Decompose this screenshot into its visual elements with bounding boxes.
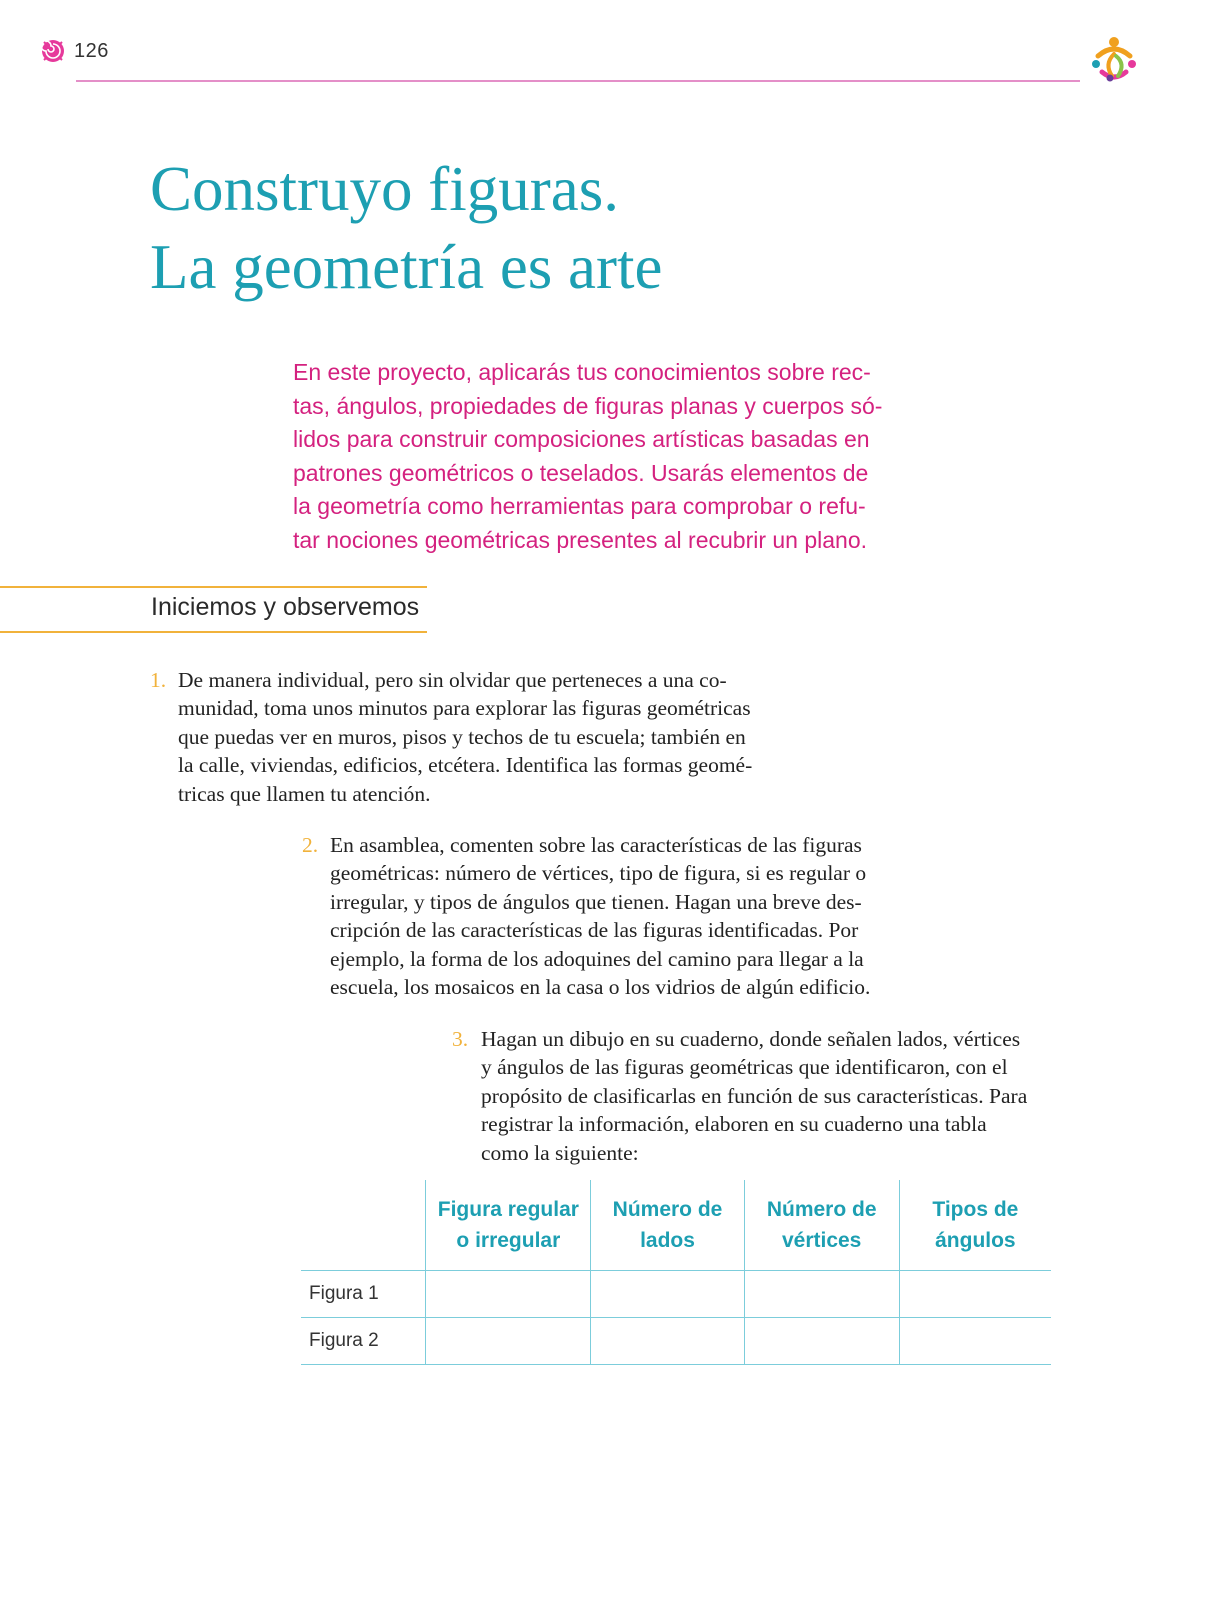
item-line: irregular, y tipos de ángulos que tienen. Hagan una breve des- [330, 889, 862, 914]
intro-paragraph [293, 356, 920, 557]
column-header-angles [899, 1180, 1051, 1271]
table-cell [426, 1271, 591, 1318]
table-cell [426, 1318, 591, 1365]
intro-line: En este proyecto, aplicarás tus conocimientos sobre rec- [293, 359, 871, 385]
item-number: 1. [150, 668, 167, 692]
table-cell [744, 1271, 899, 1318]
item-line: propósito de clasificarlas en función de sus características. Para [481, 1083, 1028, 1108]
intro-line: patrones geométricos o teselados. Usarás elementos de [293, 459, 869, 486]
item-line: la calle, viviendas, edificios, etcétera. Identifica las formas geomé- [178, 753, 753, 778]
item-line: cripción de las características de las figuras identificadas. Por [330, 918, 859, 943]
table-row [301, 1271, 1051, 1318]
colorful-figures-logo [1088, 34, 1140, 84]
page-number: 126 [74, 39, 109, 62]
header-line: vértices [781, 1229, 862, 1252]
item-line: escuela, los mosaicos en la casa o los vidrios de algún edificio. [330, 975, 871, 1000]
item-text [178, 666, 752, 808]
header-rule [76, 80, 1080, 82]
header-line: lados [640, 1229, 695, 1252]
row-label: Figura 1 [301, 1271, 426, 1318]
page-title [150, 150, 662, 306]
title-line: La geometría es arte [150, 232, 663, 302]
title-line: Construyo figuras. [150, 154, 619, 224]
item-line: ejemplo, la forma de los adoquines del camino para llegar a la [330, 946, 864, 971]
header-line: Figura regular [437, 1198, 579, 1221]
item-line: Hagan un dibujo en su cuaderno, donde señalen lados, vértices [481, 1027, 1021, 1051]
table-cell [899, 1271, 1051, 1318]
section-rule-top [0, 586, 427, 588]
item-line: y ángulos de las figuras geométricas que identificaron, con el [481, 1055, 1008, 1080]
table-cell [591, 1271, 744, 1318]
table-cell [591, 1318, 744, 1365]
row-label: Figura 2 [301, 1318, 426, 1365]
item-line: En asamblea, comenten sobre las características de las figuras [330, 833, 862, 857]
item-line: registrar la información, elaboren en su cuaderno una tabla [481, 1112, 987, 1137]
item-number: 2. [302, 833, 319, 857]
item-line: que puedas ver en muros, pisos y techos de tu escuela; también en [178, 724, 746, 749]
classification-table [301, 1180, 1051, 1365]
table-cell [744, 1318, 899, 1365]
table-header-row [301, 1180, 1051, 1271]
item-number: 3. [452, 1027, 469, 1051]
table-cell [899, 1318, 1051, 1365]
intro-line: la geometría como herramientas para comprobar o refu- [293, 493, 866, 519]
section-rule-bottom [0, 631, 427, 633]
section-heading: Iniciemos y observemos [151, 593, 420, 621]
header-line: o irregular [456, 1229, 561, 1252]
table-corner-cell [301, 1180, 426, 1271]
page-header [40, 38, 109, 64]
column-header-regular [426, 1180, 591, 1271]
intro-line: tas, ángulos, propiedades de figuras planas y cuerpos só- [293, 392, 883, 419]
item-line: geométricas: número de vértices, tipo de figura, si es regular o [330, 861, 867, 886]
intro-line: tar nociones geométricas presentes al recubrir un plano. [293, 526, 868, 553]
column-header-sides [591, 1180, 744, 1271]
header-line: ángulos [935, 1229, 1016, 1252]
item-text [330, 831, 870, 1001]
item-text [481, 1025, 1027, 1167]
table-row [301, 1318, 1051, 1365]
header-line: Número de [612, 1198, 723, 1221]
header-line: Número de [766, 1198, 877, 1221]
header-line: Tipos de [932, 1198, 1019, 1221]
intro-line: lidos para construir composiciones artísticas basadas en [293, 426, 870, 452]
item-line: tricas que llamen tu atención. [178, 781, 431, 806]
item-line: como la siguiente: [481, 1140, 639, 1165]
pink-swirl-icon [40, 38, 66, 64]
item-line: De manera individual, pero sin olvidar que perteneces a una co- [178, 668, 727, 692]
item-line: munidad, toma unos minutos para explorar las figuras geométricas [178, 696, 751, 721]
column-header-vertices [744, 1180, 899, 1271]
